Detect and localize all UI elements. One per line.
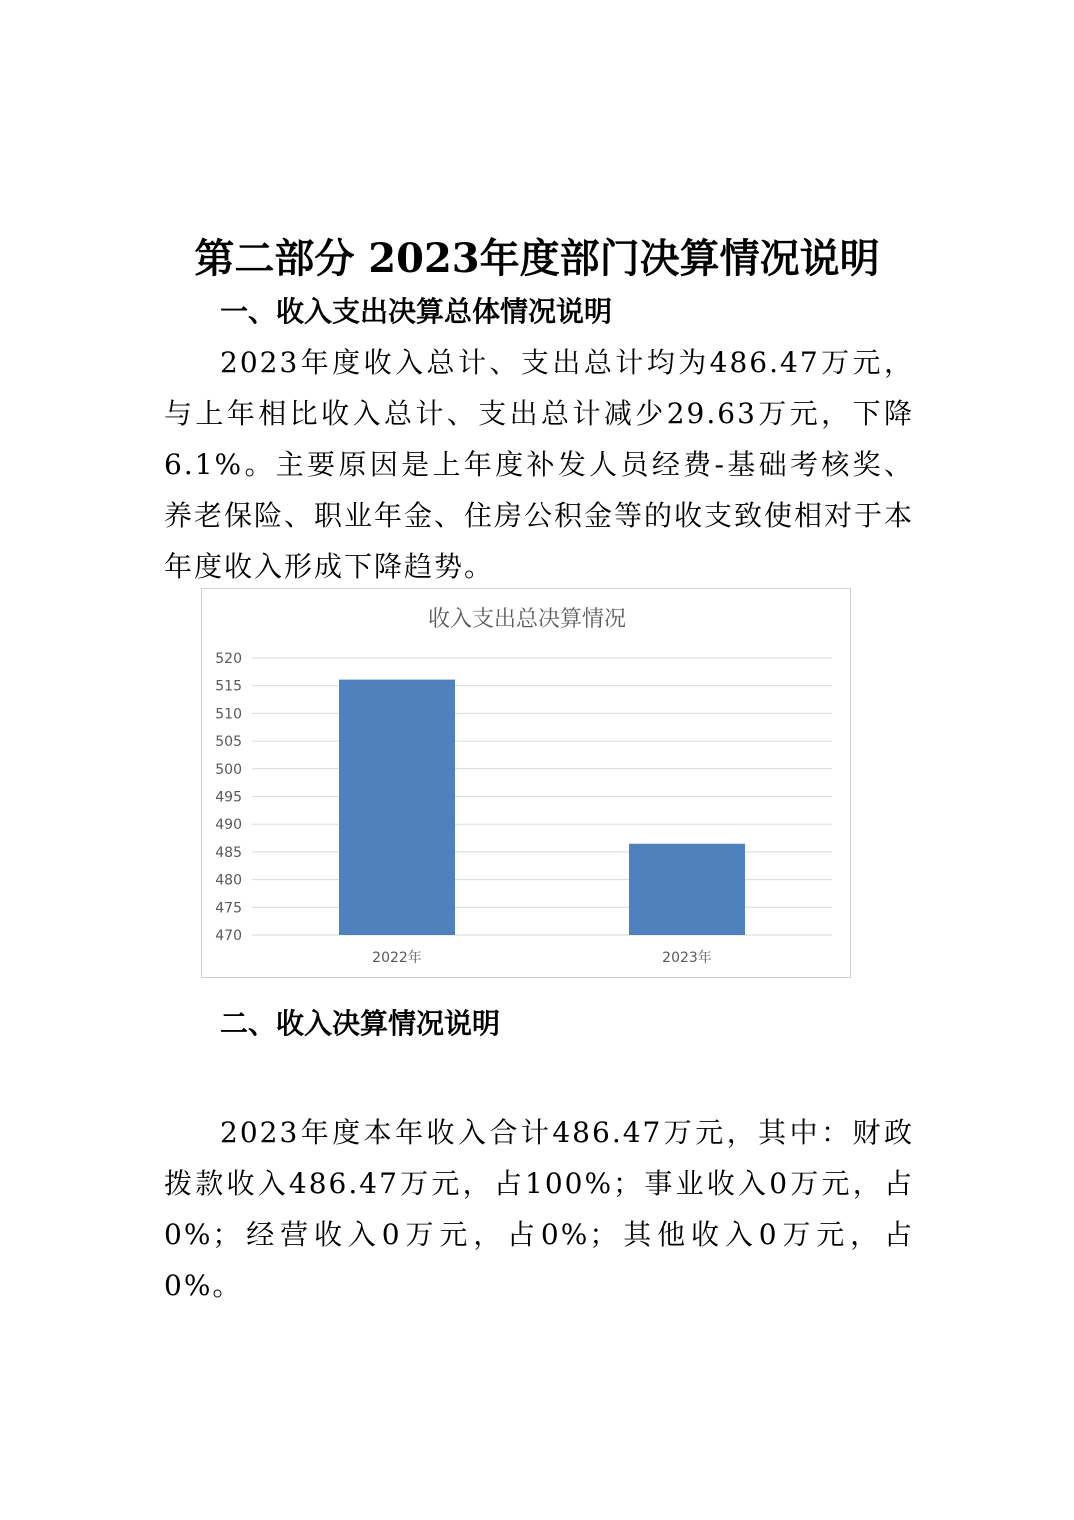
section-heading-income-expenditure-overview: 一、收入支出决算总体情况说明 [220,295,613,328]
y-tick-label: 470 [215,928,242,944]
x-tick-label: 2023年 [662,950,712,966]
y-tick-label: 520 [215,651,242,667]
y-tick-label: 515 [215,678,242,695]
income-expenditure-chart [201,588,851,978]
x-tick-label: 2022年 [372,950,422,966]
y-tick-label: 490 [215,817,242,834]
y-tick-label: 500 [215,761,242,778]
y-tick-label: 510 [215,706,242,723]
chart-canvas [202,589,852,979]
section-paragraph-income: 2023年度本年收入合计486.47万元，其中：财政拨款收入486.47万元，占100%；事业收入0万元，占0%；经营收入0万元，占0%；其他收入0万元，占0%。 [164,1116,914,1302]
section-heading-income: 二、收入决算情况说明 [220,1007,501,1040]
y-tick-label: 495 [215,789,242,806]
section-paragraph-income-expenditure-overview: 2023年度收入总计、支出总计均为486.47万元，与上年相比收入总计、支出总计减少29.63万元，下降6.1%。主要原因是上年度补发人员经费-基础考核奖、养老保险、职业年金、住房公积金等的收支致使相对于本年度收入形成下降趋势。 [164,346,915,583]
y-tick-label: 485 [215,844,242,861]
page-title: 第二部分 2023年度部门决算情况说明 [194,235,880,282]
y-tick-label: 475 [215,900,242,917]
y-tick-label: 505 [215,734,242,751]
y-tick-label: 480 [215,872,242,889]
bar-2023年 [629,844,745,935]
chart-title: 收入支出总决算情况 [427,607,627,632]
bar-2022年 [339,680,455,935]
